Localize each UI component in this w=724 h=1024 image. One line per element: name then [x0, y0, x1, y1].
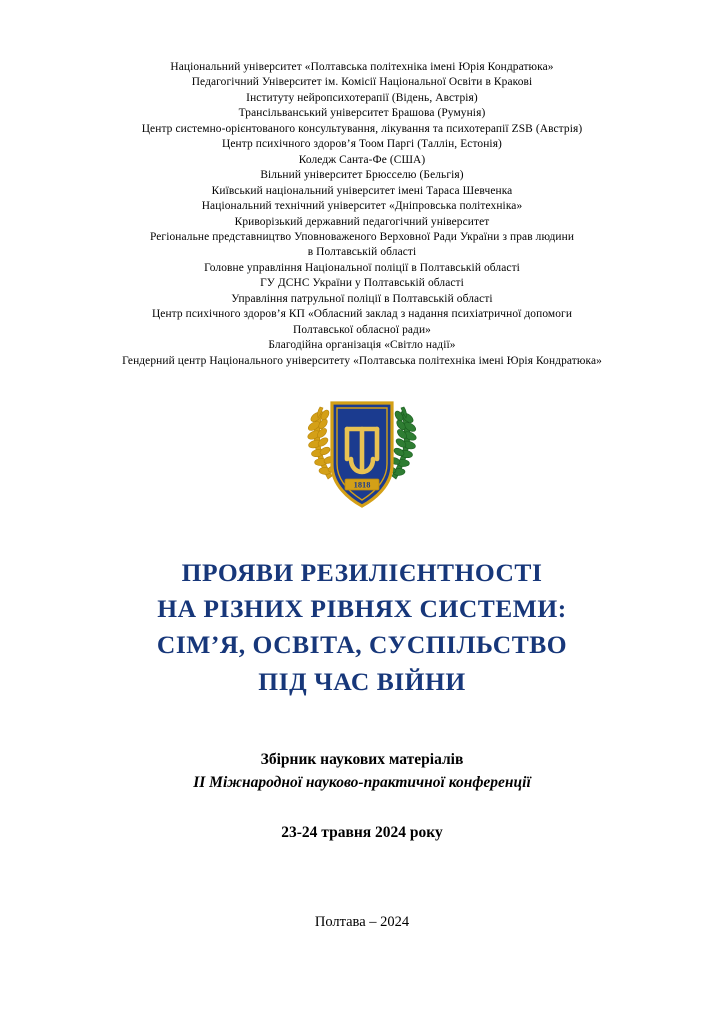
- title-line: ПІД ЧАС ВІЙНИ: [258, 666, 466, 696]
- organizer-line: в Полтавській області: [307, 246, 417, 259]
- organizer-line: Центр психічного здоров’я КП «Обласний заклад з надання психіатричної допомоги: [151, 308, 573, 321]
- organizer-line: Управління патрульної поліції в Полтавській області: [231, 292, 493, 305]
- organizer-line: Київський національний університет імені Тараса Шевченка: [211, 184, 513, 197]
- organizer-line: Головне управління Національної поліції в Полтавській області: [204, 261, 520, 274]
- emblem-year: [345, 479, 379, 490]
- subtitle-line-1: Збірник наукових матеріалів: [260, 750, 464, 768]
- subtitle: [48, 748, 676, 795]
- organizer-line: Національний університет «Полтавська політехніка імені Юрія Кондратюка»: [170, 61, 554, 73]
- organizer-line: Полтавської обласної ради»: [293, 323, 431, 336]
- organizer-line: Педагогічний Університет ім. Комісії Національної Освіти в Кракові: [191, 76, 533, 89]
- organizer-line: Коледж Санта-Фе (США): [298, 153, 426, 166]
- organizer-line: ГУ ДСНС України у Полтавській області: [260, 277, 464, 290]
- title-line: СІМ’Я, ОСВІТА, СУСПІЛЬСТВО: [156, 630, 568, 660]
- organizer-line: Благодійна організація «Світло надії»: [268, 339, 456, 352]
- emblem-container: [289, 387, 435, 527]
- title-line: НА РІЗНИХ РІВНЯХ СИСТЕМИ:: [157, 594, 567, 624]
- organizer-line: Інституту нейропсихотерапії (Відень, Австрія): [246, 91, 478, 104]
- organizer-line: Криворізький державний педагогічний університет: [234, 215, 490, 228]
- organizer-line: Національний технічний університет «Дніпровська політехніка»: [201, 200, 523, 213]
- emblem-year-text: 1818: [353, 480, 371, 490]
- organizer-line: Центр психічного здоров’я Тоом Паргі (Таллін, Естонія): [222, 138, 502, 151]
- page-title: [48, 555, 676, 700]
- organizer-line: Центр системно-орієнтованого консультування, лікування та психотерапії ZSB (Австрія): [141, 122, 583, 135]
- place-and-year: Полтава – 2024: [314, 914, 410, 931]
- subtitle-line-2: II Міжнародної науково-практичної конференції: [193, 774, 531, 792]
- organizer-line: Трансільванський університет Брашова (Румунія): [238, 107, 486, 120]
- university-coat-of-arms-icon: [289, 387, 435, 527]
- organizer-line: Вільний університет Брюсселю (Бельгія): [260, 169, 464, 182]
- title-line: ПРОЯВИ РЕЗИЛІЄНТНОСТІ: [181, 558, 543, 588]
- conference-date: 23-24 травня 2024 року: [281, 824, 443, 842]
- organizer-line: Гендерний центр Національного університету «Полтавська політехніка імені Юрія Кондратюка»: [122, 354, 602, 367]
- organizer-line: Регіональне представництво Уповноваженого Верховної Ради України з прав людини: [149, 230, 575, 243]
- organizer-list: [48, 60, 676, 369]
